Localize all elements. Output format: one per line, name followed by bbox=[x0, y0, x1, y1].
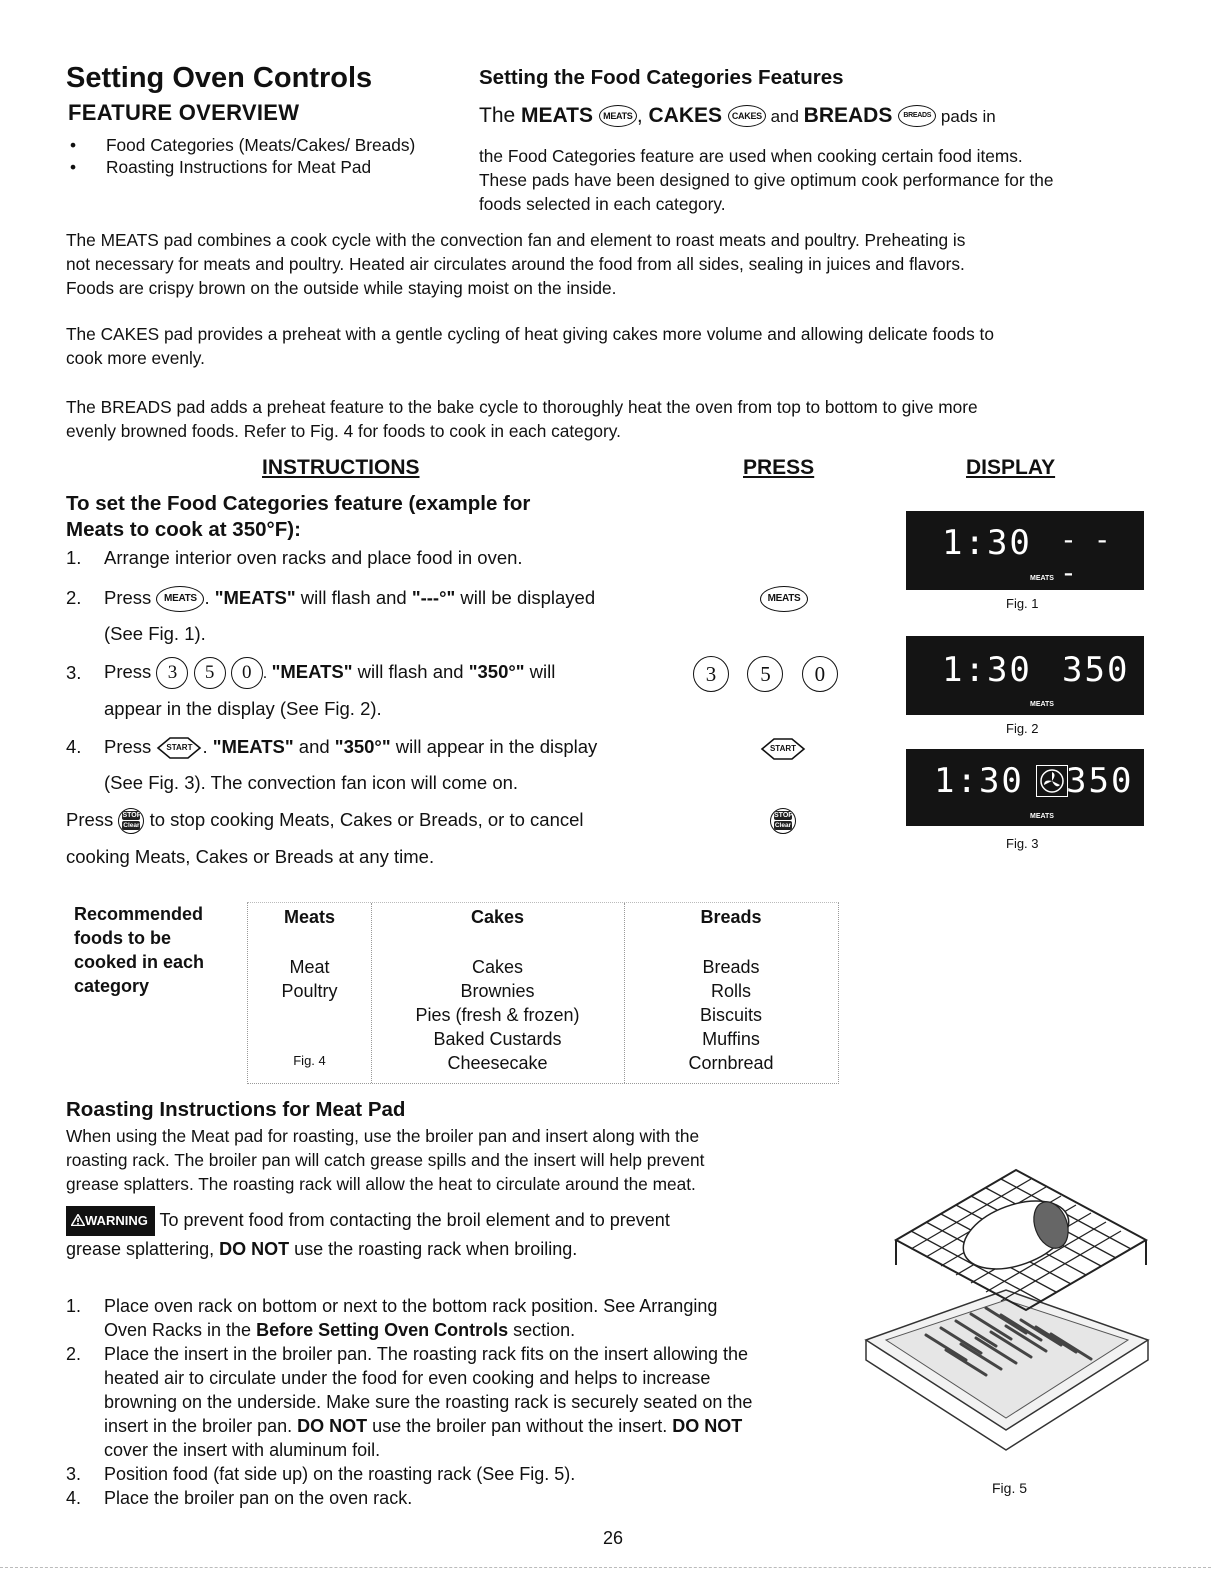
display-fig3: 1:30 350 MEATS bbox=[906, 749, 1144, 826]
intro-line: The MEATS MEATS , CAKES CAKES and BREADS BREADS pads in bbox=[479, 104, 996, 127]
fig1-caption: Fig. 1 bbox=[1006, 596, 1039, 611]
meats-paragraph: The MEATS pad combines a cook cycle with the convection fan and element to roast meats and poultry. Preheating is not necessary for meats and poultry. Heated air circulates around the food from all sides, sealing in juices and flavors. Foods are crispy brown on the outside while staying moist on the inside. bbox=[66, 230, 966, 298]
column-header-meats: Meats bbox=[283, 907, 336, 927]
display-fig1: 1:30 - - - MEATS bbox=[906, 511, 1144, 590]
warning-label: WARNING bbox=[66, 1206, 155, 1236]
intro-text: the Food Categories feature are used when cooking certain food items. These pads have been designed to give optimum cook performance for the foods selected in each category. bbox=[479, 146, 1054, 214]
press-meats bbox=[760, 586, 808, 612]
instruction-step-cont: (See Fig. 1). bbox=[104, 623, 206, 644]
number-3-pad-icon: 3 bbox=[693, 656, 729, 692]
fig5-caption: Fig. 5 bbox=[992, 1480, 1028, 1496]
stop-clear-pad-icon: STOP Clear bbox=[118, 808, 144, 834]
instruction-step: 1. Arrange interior oven racks and place food in oven. bbox=[66, 547, 523, 568]
cakes-list: Cakes Brownies Pies (fresh & frozen) Baked Custards Cheesecake bbox=[415, 957, 580, 1073]
meats-pad-icon: MEATS bbox=[760, 586, 808, 612]
start-pad-icon: START bbox=[760, 737, 806, 761]
page-title: Setting Oven Controls bbox=[66, 62, 373, 94]
column-header-cakes: Cakes bbox=[470, 907, 525, 927]
instruction-step-cont: appear in the display (See Fig. 2). bbox=[104, 698, 382, 719]
overview-item: • Roasting Instructions for Meat Pad bbox=[66, 156, 415, 178]
fig2-caption: Fig. 2 bbox=[1006, 721, 1039, 736]
feature-overview-heading: FEATURE OVERVIEW bbox=[68, 100, 300, 125]
column-header-breads: Breads bbox=[700, 907, 762, 927]
scan-edge-line bbox=[0, 1567, 1211, 1568]
number-5-pad-icon: 5 bbox=[747, 656, 783, 692]
cakes-pad-icon: CAKES bbox=[728, 105, 766, 127]
display-fig2: 1:30 350 MEATS bbox=[906, 636, 1144, 715]
breads-paragraph: The BREADS pad adds a preheat feature to the bake cycle to thoroughly heat the oven from top to bottom to give more evenly browned foods. Refer to Fig. 4 for foods to cook in each category. bbox=[66, 397, 978, 441]
overview-list bbox=[66, 134, 415, 178]
stop-clear-pad-icon: STOP Clear bbox=[770, 808, 796, 834]
number-0-pad-icon: 0 bbox=[231, 657, 263, 689]
press-stop bbox=[770, 808, 796, 834]
roasting-intro: When using the Meat pad for roasting, use the broiler pan and insert along with the roasting rack. The broiler pan will catch grease spills and the insert will help prevent grease splatters. The roasting rack will allow the heat to circulate around the meat. bbox=[66, 1126, 705, 1194]
press-column-header: PRESS bbox=[743, 456, 815, 479]
warning-triangle-icon bbox=[71, 1214, 85, 1226]
roasting-heading: Roasting Instructions for Meat Pad bbox=[66, 1098, 406, 1121]
number-5-pad-icon: 5 bbox=[194, 657, 226, 689]
number-0-pad-icon: 0 bbox=[802, 656, 838, 692]
stop-instruction-cont: cooking Meats, Cakes or Breads at any time. bbox=[66, 846, 435, 867]
food-categories-heading: Setting the Food Categories Features bbox=[479, 66, 844, 89]
number-3-pad-icon: 3 bbox=[156, 657, 188, 689]
overview-item: • Food Categories (Meats/Cakes/ Breads) bbox=[66, 134, 415, 156]
page-number: 26 bbox=[603, 1528, 624, 1548]
meats-pad-icon: MEATS bbox=[599, 105, 637, 127]
instruction-step: 4. Press START . "MEATS" and "350°" will appear in the display bbox=[66, 735, 81, 759]
breads-pad-icon: BREADS bbox=[898, 105, 936, 127]
instruction-step-cont: (See Fig. 3). The convection fan icon will come on. bbox=[104, 772, 519, 793]
foods-table bbox=[247, 902, 839, 1084]
press-start bbox=[760, 737, 806, 761]
cakes-paragraph: The CAKES pad provides a preheat with a gentle cycling of heat giving cakes more volume and allowing delicate foods to cook more evenly. bbox=[66, 324, 994, 368]
convection-fan-icon bbox=[1036, 765, 1068, 797]
instructions-column-header: INSTRUCTIONS bbox=[262, 456, 420, 479]
display-column-header: DISPLAY bbox=[966, 456, 1056, 479]
fig3-caption: Fig. 3 bbox=[1006, 836, 1039, 851]
instructions-heading: To set the Food Categories feature (example for Meats to cook at 350°F): bbox=[66, 492, 531, 541]
start-pad-icon: START bbox=[156, 736, 202, 760]
fig4-caption: Fig. 4 bbox=[293, 1053, 326, 1068]
breads-list: Breads Rolls Biscuits Muffins Cornbread bbox=[688, 957, 774, 1073]
stop-instruction: Press STOP Clear to stop cooking Meats, Cakes or Breads, or to cancel bbox=[66, 808, 584, 834]
instruction-step: 3. Press 3 5 0 . "MEATS" will flash and "350°" will bbox=[66, 661, 81, 685]
press-digits bbox=[693, 656, 838, 692]
instruction-step: 2. Press MEATS . "MEATS" will flash and "---°" will be displayed bbox=[66, 586, 81, 610]
broiler-pan-illustration bbox=[856, 1150, 1156, 1470]
warning-notice: WARNING To prevent food from contacting the broil element and to prevent grease splattering, DO NOT use the roasting rack when broiling. bbox=[66, 1206, 670, 1262]
recommended-foods-label: Recommended foods to be cooked in each category bbox=[74, 904, 205, 996]
meats-list: Meat Poultry bbox=[281, 957, 338, 1001]
meats-pad-icon: MEATS bbox=[156, 586, 204, 612]
